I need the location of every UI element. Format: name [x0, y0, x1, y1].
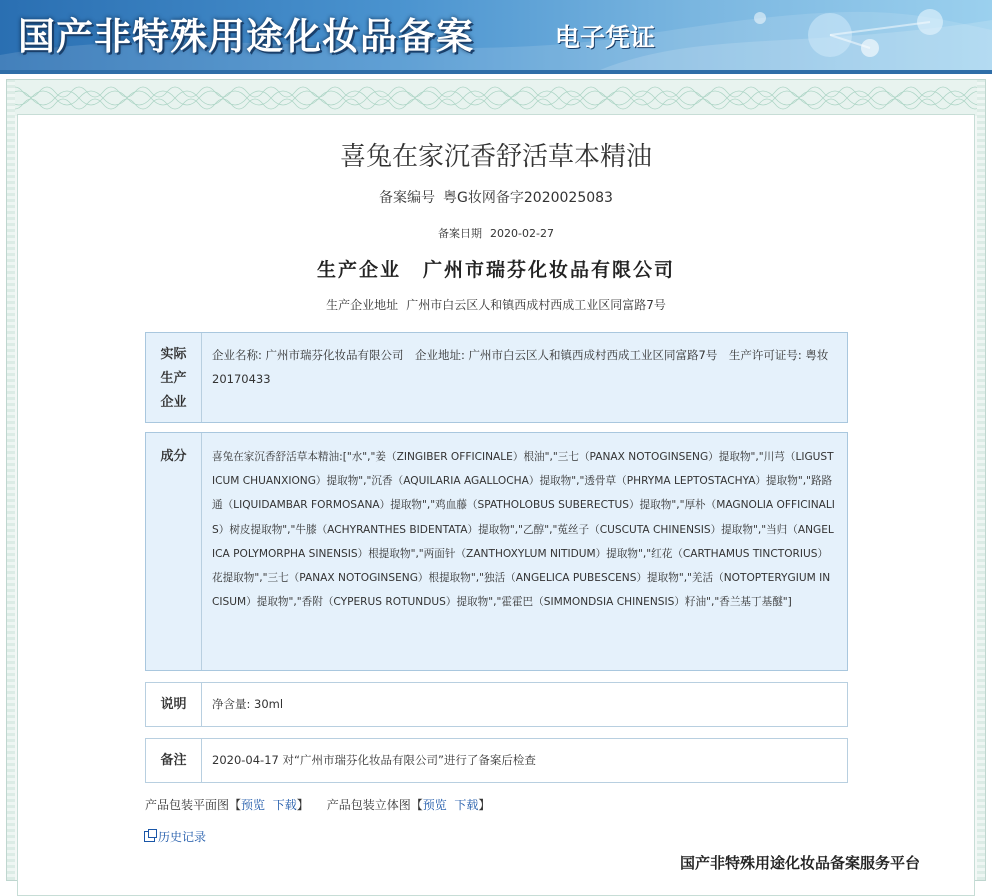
description-content: 净含量: 30ml: [212, 697, 284, 711]
banner-subtitle: 电子凭证: [555, 23, 656, 52]
footer-brand: 国产非特殊用途化妆品备案服务平台: [680, 854, 921, 872]
actual-enterprise-box: [145, 332, 848, 423]
ingredients-content: 喜兔在家沉香舒活草本精油:["水","姜（ZINGIBER OFFICINALE）根油","三七（PANAX NOTOGINSENG）提取物","川芎（LIGUSTICUM CHUANXIONG）提取物","沉香（AQUILARIA AGALLOCHA）提取物","透骨草（PHRYMA LEPTOSTACHYA）提取物","路路通（LIQUIDAMBAR FORMOSANA）提取物","鸡血藤（SPATHOLOBUS SUBERECTUS）提取物","厚朴（MAGNOLIA OFFICINALIS）树皮提取物","牛膝（ACHYRANTHES BIDENTATA）提取物","乙醇","菟丝子（CUSCUTA CHINENSIS）提取物","当归（ANGELICA POLYMORPHA SINENSIS）根提取物","两面针（ZANTHOXYLUM NITIDUM）提取物","红花（CARTHAMUS TINCTORIUS）花提取物","三七（PANAX NOTOGINSENG）根提取物","独活（ANGELICA PUBESCENS）提取物","羌活（NOTOPTERYGIUM INCISUM）提取物","香附（CYPERUS ROTUNDUS）提取物","霍霍巴（SIMMONDSIA CHINENSIS）籽油","香兰基丁基醚"]: [212, 451, 835, 609]
header-banner: [0, 0, 992, 70]
stereo-download-link[interactable]: 下载: [454, 798, 479, 812]
enterprise-label: 生产企业: [316, 259, 401, 281]
ingredients-label: 成分: [146, 433, 202, 670]
description-box: [145, 682, 848, 727]
actual-enterprise-label: [146, 333, 202, 422]
product-name: 喜兔在家沉香舒活草本精油: [339, 142, 652, 172]
enterprise-address-row: [0, 296, 992, 313]
registration-number-row: [0, 187, 992, 207]
enterprise-name: 广州市瑞芬化妆品有限公司: [423, 259, 676, 281]
history-label[interactable]: 历史记录: [158, 830, 207, 844]
remark-box: [145, 738, 848, 783]
registration-date-label: 备案日期: [438, 227, 483, 240]
history-link[interactable]: [144, 828, 206, 845]
enterprise-address-label: 生产企业地址: [326, 298, 399, 312]
stereo-packaging-label: 产品包装立体图: [326, 798, 411, 812]
actual-label-line-2: 生产: [160, 371, 187, 386]
actual-label-line-3: 企业: [160, 395, 187, 410]
popup-window-icon: [144, 831, 155, 842]
bracket-close: 】: [296, 798, 309, 812]
remark-label: 备注: [146, 739, 202, 782]
bracket-close-2: 】: [478, 798, 491, 812]
packaging-row: [145, 796, 490, 813]
registration-number-label: 备案编号: [379, 190, 436, 206]
flat-download-link[interactable]: 下载: [272, 798, 297, 812]
enterprise-address: 广州市白云区人和镇西成村西成工业区同富路7号: [406, 298, 666, 312]
registration-number: 粤G妆网备字2020025083: [443, 190, 613, 206]
actual-label-line-1: 实际: [160, 347, 187, 362]
remark-content: 2020-04-17 对“广州市瑞芬化妆品有限公司”进行了备案后检查: [212, 753, 536, 767]
description-label: 说明: [146, 683, 202, 726]
registration-date: 2020-02-27: [490, 227, 554, 240]
guilloche-border: [7, 80, 985, 116]
flat-preview-link[interactable]: 预览: [241, 798, 266, 812]
bracket-open: 【: [229, 798, 242, 812]
banner-divider: [0, 70, 992, 74]
flat-packaging-label: 产品包装平面图: [145, 798, 230, 812]
stereo-preview-link[interactable]: 预览: [422, 798, 447, 812]
actual-enterprise-content: 企业名称: 广州市瑞芬化妆品有限公司 企业地址: 广州市白云区人和镇西成村西成工业区同富路7号 生产许可证号: 粤妆20170433: [212, 348, 829, 386]
banner-title: 国产非特殊用途化妆品备案: [18, 14, 474, 58]
bracket-open-2: 【: [410, 798, 423, 812]
ingredients-box: [145, 432, 848, 671]
registration-date-row: [0, 225, 992, 241]
enterprise-row: [0, 255, 992, 282]
